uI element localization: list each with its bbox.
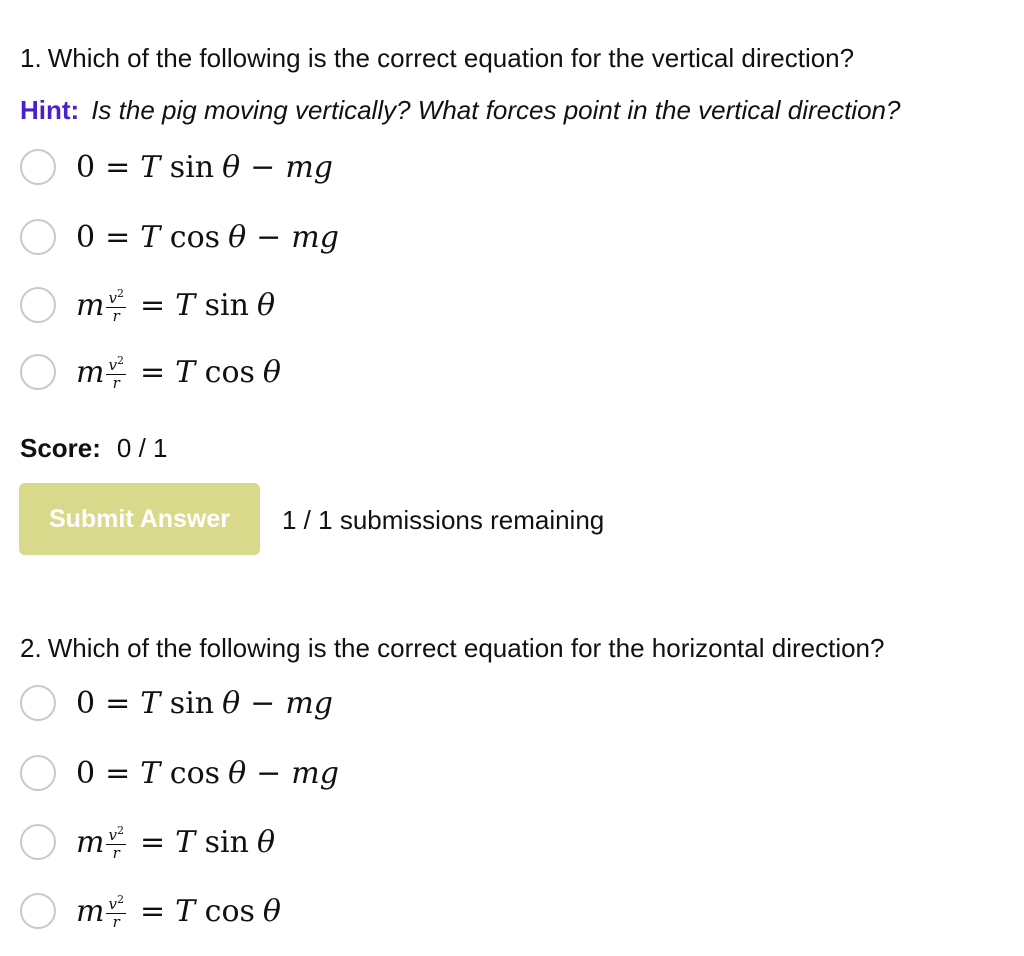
velocity-symbol: v bbox=[108, 356, 117, 374]
equation bbox=[76, 892, 281, 930]
fraction-numerator bbox=[106, 823, 125, 845]
equals-sign: = bbox=[139, 354, 166, 390]
theta-symbol: θ bbox=[256, 287, 276, 323]
equation-lhs: 0 bbox=[76, 219, 96, 255]
minus-sign: − bbox=[256, 755, 282, 791]
exponent: 2 bbox=[116, 287, 124, 300]
exponent: 2 bbox=[116, 893, 124, 906]
tension-symbol: T bbox=[140, 219, 161, 255]
theta-symbol: θ bbox=[222, 685, 241, 721]
trig-function: sin bbox=[169, 149, 215, 185]
mass-symbol: m bbox=[76, 824, 105, 860]
equation bbox=[76, 756, 339, 791]
fraction-denominator: r bbox=[112, 307, 120, 325]
equation bbox=[76, 686, 333, 721]
equals-sign: = bbox=[105, 685, 131, 721]
tension-symbol: T bbox=[175, 824, 196, 860]
trig-function: cos bbox=[204, 893, 255, 929]
exponent: 2 bbox=[116, 354, 124, 367]
fraction-numerator bbox=[106, 353, 125, 375]
question-2-text bbox=[20, 632, 884, 664]
trig-function: sin bbox=[204, 287, 249, 323]
weight-term: mg bbox=[285, 149, 333, 185]
equation bbox=[76, 220, 339, 255]
equals-sign: = bbox=[105, 219, 131, 255]
fraction bbox=[106, 286, 125, 324]
radio-button[interactable] bbox=[20, 287, 56, 323]
q1-option-2[interactable] bbox=[20, 215, 339, 259]
fraction bbox=[106, 823, 125, 861]
equation-lhs: 0 bbox=[76, 149, 96, 185]
radio-button[interactable] bbox=[20, 219, 56, 255]
weight-term: mg bbox=[285, 685, 333, 721]
mass-symbol: m bbox=[76, 354, 105, 390]
equals-sign: = bbox=[105, 755, 131, 791]
tension-symbol: T bbox=[140, 755, 161, 791]
q1-option-4[interactable] bbox=[20, 350, 281, 394]
q2-option-3[interactable] bbox=[20, 820, 275, 864]
velocity-symbol: v bbox=[108, 826, 117, 844]
equation bbox=[76, 353, 281, 391]
minus-sign: − bbox=[250, 685, 276, 721]
equation-lhs: 0 bbox=[76, 755, 96, 791]
tension-symbol: T bbox=[175, 893, 196, 929]
radio-button[interactable] bbox=[20, 893, 56, 929]
theta-symbol: θ bbox=[262, 893, 281, 929]
equals-sign: = bbox=[139, 893, 166, 929]
fraction-denominator: r bbox=[112, 844, 120, 862]
fraction-numerator bbox=[106, 286, 125, 308]
score bbox=[20, 432, 168, 464]
score-value: 0 / 1 bbox=[116, 433, 168, 463]
q1-option-1[interactable] bbox=[20, 145, 333, 189]
radio-button[interactable] bbox=[20, 824, 56, 860]
fraction bbox=[106, 353, 125, 391]
tension-symbol: T bbox=[175, 354, 196, 390]
theta-symbol: θ bbox=[228, 755, 247, 791]
hint-label: Hint: bbox=[20, 95, 80, 125]
theta-symbol: θ bbox=[256, 824, 276, 860]
fraction bbox=[106, 892, 125, 930]
minus-sign: − bbox=[250, 149, 276, 185]
equals-sign: = bbox=[105, 149, 131, 185]
weight-term: mg bbox=[291, 755, 339, 791]
theta-symbol: θ bbox=[262, 354, 281, 390]
equals-sign: = bbox=[139, 824, 166, 860]
velocity-symbol: v bbox=[108, 289, 117, 307]
tension-symbol: T bbox=[175, 287, 196, 323]
exponent: 2 bbox=[116, 824, 124, 837]
trig-function: cos bbox=[169, 755, 221, 791]
fraction-denominator: r bbox=[112, 913, 120, 931]
hint-text: Is the pig moving vertically? What forces point in the vertical direction? bbox=[91, 95, 901, 125]
fraction-denominator: r bbox=[112, 374, 120, 392]
q2-option-1[interactable] bbox=[20, 681, 333, 725]
score-label: Score: bbox=[20, 433, 101, 463]
fraction-numerator bbox=[106, 892, 125, 914]
tension-symbol: T bbox=[140, 685, 161, 721]
radio-button[interactable] bbox=[20, 685, 56, 721]
question-2-prompt: Which of the following is the correct equation for the horizontal direction? bbox=[47, 633, 885, 663]
trig-function: sin bbox=[169, 685, 215, 721]
submit-answer-button[interactable]: Submit Answer bbox=[19, 483, 260, 555]
radio-button[interactable] bbox=[20, 149, 56, 185]
equation-lhs: 0 bbox=[76, 685, 96, 721]
equation bbox=[76, 823, 275, 861]
theta-symbol: θ bbox=[222, 149, 241, 185]
minus-sign: − bbox=[256, 219, 282, 255]
q2-option-2[interactable] bbox=[20, 751, 339, 795]
trig-function: cos bbox=[169, 219, 221, 255]
q1-option-3[interactable] bbox=[20, 283, 275, 327]
radio-button[interactable] bbox=[20, 755, 56, 791]
radio-button[interactable] bbox=[20, 354, 56, 390]
trig-function: cos bbox=[204, 354, 255, 390]
question-1-number: 1. bbox=[20, 43, 42, 73]
velocity-symbol: v bbox=[108, 895, 117, 913]
question-1-text bbox=[20, 42, 854, 74]
submissions-remaining: 1 / 1 submissions remaining bbox=[282, 505, 605, 535]
tension-symbol: T bbox=[140, 149, 161, 185]
equals-sign: = bbox=[139, 287, 166, 323]
trig-function: sin bbox=[204, 824, 249, 860]
theta-symbol: θ bbox=[228, 219, 247, 255]
hint bbox=[20, 94, 900, 126]
q2-option-4[interactable] bbox=[20, 889, 281, 933]
equation bbox=[76, 286, 275, 324]
mass-symbol: m bbox=[76, 287, 105, 323]
question-1-prompt: Which of the following is the correct equation for the vertical direction? bbox=[47, 43, 855, 73]
mass-symbol: m bbox=[76, 893, 105, 929]
question-2-number: 2. bbox=[20, 633, 42, 663]
equation bbox=[76, 150, 333, 185]
weight-term: mg bbox=[291, 219, 339, 255]
